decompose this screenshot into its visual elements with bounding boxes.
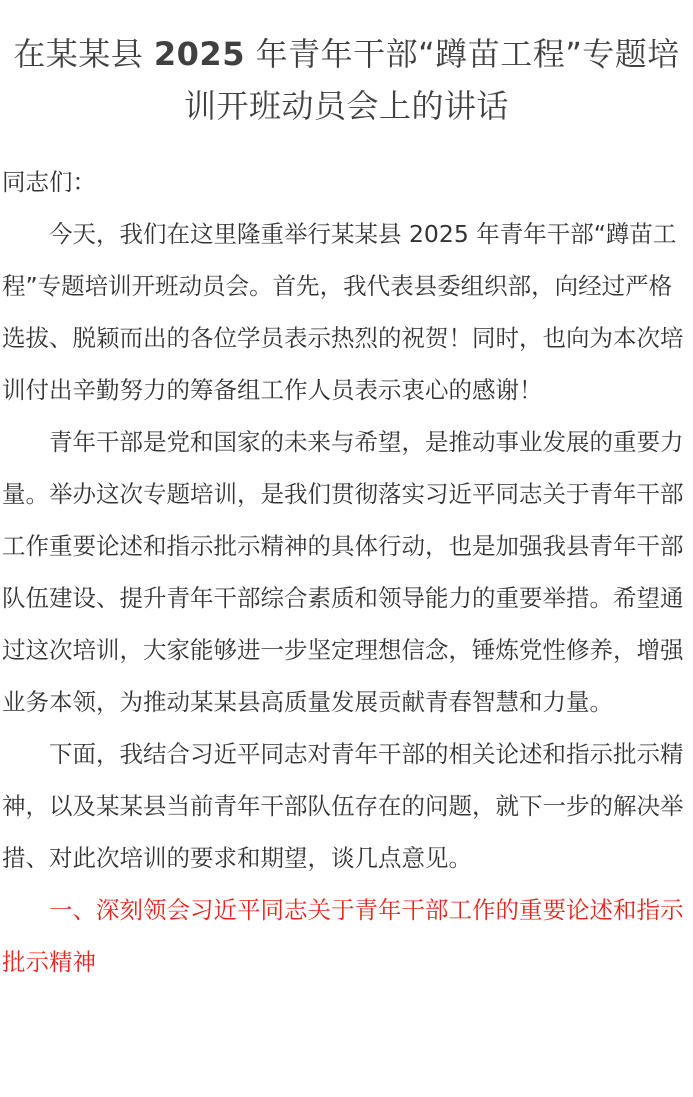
paragraph-opening: 今天，我们在这里隆重举行某某县 2025 年青年干部“蹲苗工程”专题培训开班动员会。首先，我代表县委组织部，向经过严格选拔、脱颖而出的各位学员表示热烈的祝贺！同时，也向为本次培训付出辛勤努力的筹备组工作人员表示衷心的感谢！ (2, 220, 684, 404)
title-year: 2025 (153, 35, 245, 73)
salutation: 同志们： (2, 168, 96, 196)
paragraph-significance: 青年干部是党和国家的未来与希望，是推动事业发展的重要力量。举办这次专题培训，是我们贯彻落实习近平同志关于青年干部工作重要论述和指示批示精神的具体行动，也是加强我县青年干部队伍建设、提升青年干部综合素质和领导能力的重要举措。希望通过这次培训，大家能够进一步坚定理想信念，锤炼党性修养，增强业务本领，为推动某某县高质量发展贡献青春智慧和力量。 (2, 428, 684, 716)
title-suffix: 年青年干部“蹲苗工程”专题培训开班动员会上的讲话 (183, 35, 680, 125)
document-title (0, 0, 693, 132)
title-prefix: 在某某县 (13, 35, 144, 73)
document-body (2, 156, 693, 988)
paragraph-outline: 下面，我结合习近平同志对青年干部的相关论述和指示批示精神，以及某某县当前青年干部队伍存在的问题，就下一步的解决举措、对此次培训的要求和期望，谈几点意见。 (2, 740, 684, 872)
section-heading: 一、深刻领会习近平同志关于青年干部工作的重要论述和指示批示精神 (2, 896, 684, 976)
